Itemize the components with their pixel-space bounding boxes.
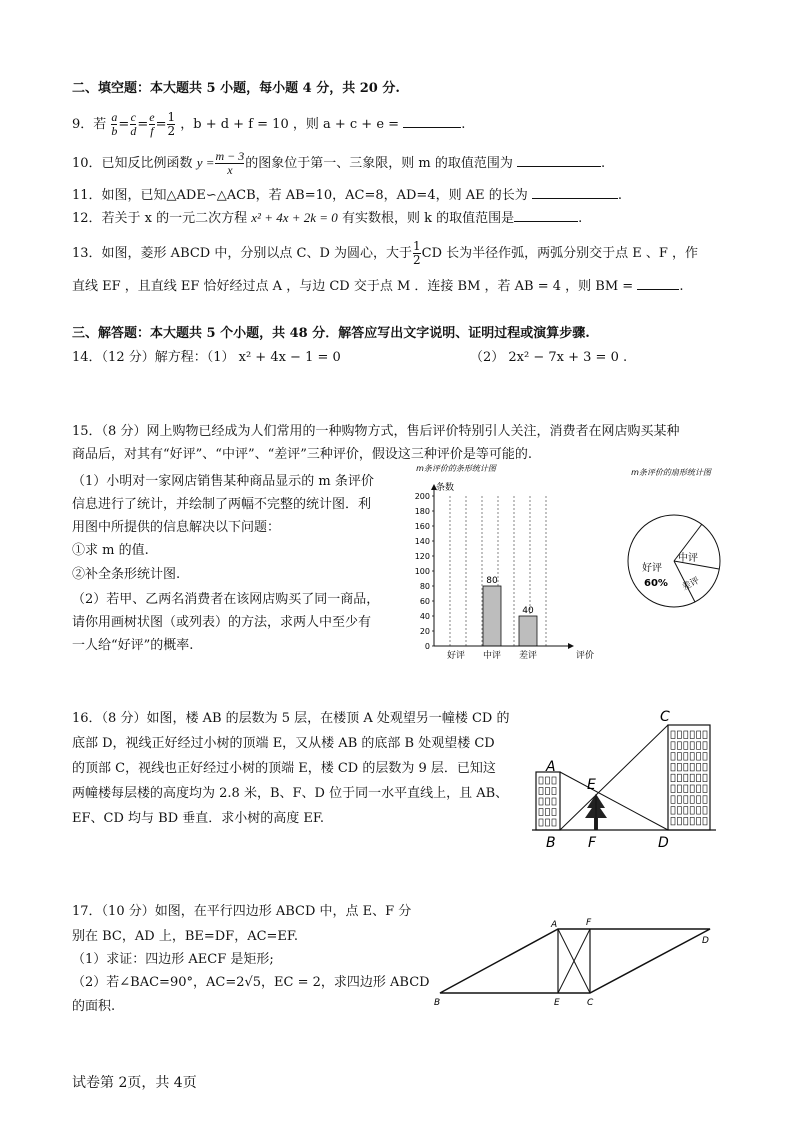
question-14: 14．（12 分）解方程：（1） x² + 4x − 1 = 0 [72, 350, 341, 365]
bar-ytick-label: 160 [414, 522, 430, 531]
q15-p5: ②补全条形统计图. [72, 567, 181, 582]
q10-answer-blank[interactable] [517, 154, 601, 167]
q15-p3: 用图中所提供的信息解决以下问题： [72, 520, 281, 535]
q15-p1: （1）小明对一家网店销售某种商品显示的 m 条评价 [72, 474, 374, 489]
label-E: E [587, 777, 596, 793]
pie-label-chaping: 差评 [680, 575, 702, 594]
q17-l2: 别在 BC，AD 上，BE=DF，AC=EF. [72, 929, 299, 944]
q17-l3: （1）求证：四边形 AECF 是矩形; [72, 952, 274, 967]
section2-header: 二、填空题：本大题共 5 小题，每小题 4 分，共 20 分. [72, 81, 400, 96]
q16-l5: EF、CD 均与 BD 垂直．求小树的高度 EF. [72, 811, 325, 826]
q12-answer-blank[interactable] [514, 209, 578, 222]
q17-figure [430, 915, 720, 1015]
q15-p7: 请你用画树状图（或列表）的方法，求两人中至少有 [72, 615, 372, 630]
bar-ytick-label: 180 [414, 507, 430, 516]
bar-ytick-label: 140 [414, 537, 430, 546]
question-11: 11．如图，已知△ADE∽△ACB，若 AB=10，AC=8，AD=4，则 AE 的长为 . [72, 188, 623, 203]
bar-ytick-label: 60 [419, 597, 430, 606]
bar-chart-title: m条评价的条形统计图 [416, 464, 496, 473]
label-B: B [434, 998, 441, 1008]
bar-value-label: 40 [522, 606, 534, 616]
q17-l4: （2）若∠BAC=90°，AC=2√5，EC = 2，求四边形 ABCD [72, 975, 430, 990]
building-ab [536, 772, 560, 830]
label-F: F [588, 835, 597, 851]
q16-l1: 16．（8 分）如图，楼 AB 的层数为 5 层，在楼顶 A 处观望另一幢楼 CD 的 [72, 711, 510, 726]
page-footer: 试卷第 2页，共 4页 [72, 1075, 197, 1091]
bar-ytick-label: 200 [414, 492, 430, 501]
question-13-line1: 13．如图，菱形 ABCD 中，分别以点 C、D 为圆心，大于 $\frac{1}{2}$ CD 长为半径作弧，两弧分别交于点 E 、F ，作 [72, 239, 699, 267]
q15-p2: 信息进行了统计，并绘制了两幅不完整的统计图．利 [72, 497, 372, 512]
bar-x-arrow [568, 643, 574, 649]
q16-figure [530, 705, 720, 855]
frac-1-2-q13: $\frac{1}{2}$ [413, 239, 421, 267]
q16-l3: 的顶部 C，视线也正好经过小树的顶端 E，楼 CD 的层数为 9 层．已知这 [72, 761, 496, 776]
sightline-b-c [560, 725, 668, 830]
question-12: 12．若关于 x 的一元二次方程 x² + 4x + 2k = 0 有实数根，则 k 的取值范围是 . [72, 210, 583, 226]
q15-line2: 商品后，对其有“好评”、“中评”、“差评”三种评价，假设这三种评价是等可能的. [72, 447, 533, 462]
pie-label-haoping-percent: 60% [644, 578, 668, 589]
label-A: A [551, 920, 558, 930]
label-B: B [546, 835, 556, 851]
pie-label-zhongping: 中评 [678, 553, 698, 564]
parallelogram-abcd [440, 929, 710, 993]
label-C: C [587, 998, 594, 1008]
q17-l5: 的面积. [72, 999, 116, 1014]
frac-a-b: $\frac{a}{b}$ [111, 110, 118, 138]
bar-ytick-label: 20 [419, 627, 430, 636]
bar-category-label: 好评 [446, 651, 466, 661]
bar-ytick-label: 0 [424, 642, 430, 651]
bar-category-label: 差评 [518, 651, 538, 661]
bar-ytick-label: 40 [419, 612, 430, 621]
bar-差评 [519, 616, 537, 646]
q16-l4: 两幢楼每层楼的高度均为 2.8 米，B、F、D 位于同一水平直线上，且 AB、 [72, 786, 509, 801]
q15-p4: ①求 m 的值. [72, 543, 149, 558]
pie-chart [618, 460, 738, 594]
q9-tail: ，b + d + f = 10 ，则 a + c + e = [180, 117, 400, 132]
bar-ytick-label: 100 [414, 567, 430, 576]
bar-中评 [483, 586, 501, 646]
q9-answer-blank[interactable] [403, 115, 461, 128]
frac-e-f: $\frac{e}{f}$ [149, 110, 155, 138]
question-13-line2: 直线 EF ，且直线 EF 恰好经过点 A ，与边 CD 交于点 M ．连接 BM ，若 AB = 4 ，则 BM = . [72, 279, 684, 294]
frac-m-3-x: $\frac{m - 3}{x}$ [215, 149, 245, 177]
frac-c-d: $\frac{c}{d}$ [130, 110, 137, 138]
bar-chart-ylabel: 条数 [436, 483, 455, 493]
frac-1-2: $\frac{1}{2}$ [167, 110, 176, 138]
q13-answer-blank[interactable] [637, 277, 679, 290]
section3-header: 三、解答题：本大题共 5 个小题，共 48 分．解答应写出文字说明、证明过程或演算步骤. [72, 326, 590, 341]
bar-category-label: 中评 [482, 651, 502, 661]
bar-value-label: 80 [486, 576, 498, 586]
q15-p8: 一人给“好评”的概率. [72, 638, 194, 653]
pie-label-haoping: 好评 [642, 563, 662, 574]
label-F: F [586, 918, 592, 928]
label-D: D [658, 835, 669, 851]
label-C: C [660, 709, 670, 725]
sightline-a-d [560, 772, 668, 830]
q11-answer-blank[interactable] [532, 186, 618, 199]
question-10: 10．已知反比例函数 y = $\frac{m - 3}{x}$ 的图象位于第一、三象限，则 m 的取值范围为 . [72, 149, 606, 177]
q9-number: 9．若 [72, 117, 107, 132]
question-14-part2: （2） 2x² − 7x + 3 = 0 . [470, 350, 628, 365]
q15-p6: （2）若甲、乙两名消费者在该网店购买了同一商品， [72, 592, 380, 607]
q15-line1: 15．（8 分）网上购物已经成为人们常用的一种购物方式，售后评价特别引人关注，消费者在网店购买某种 [72, 424, 680, 439]
bar-chart [400, 460, 595, 661]
bar-chart-xlabel: 评价 [576, 651, 595, 661]
bar-ytick-label: 80 [419, 582, 430, 591]
pie-chart-title: m条评价的扇形统计图 [631, 468, 711, 477]
label-A: A [546, 759, 556, 775]
label-E: E [554, 998, 560, 1008]
bar-ytick-label: 120 [414, 552, 430, 561]
label-D: D [702, 936, 709, 946]
question-9: 9．若 $\frac{a}{b}$ = $\frac{c}{d}$ = $\frac{e}{f}$ = $\frac{1}{2}$ ，b + d + f = 10 ，则 a + c + e = . [72, 110, 466, 138]
q16-l2: 底部 D，视线正好经过小树的顶端 E，又从楼 AB 的底部 B 处观望楼 CD [72, 736, 495, 751]
q17-l1: 17．（10 分）如图，在平行四边形 ABCD 中，点 E、F 分 [72, 904, 412, 919]
